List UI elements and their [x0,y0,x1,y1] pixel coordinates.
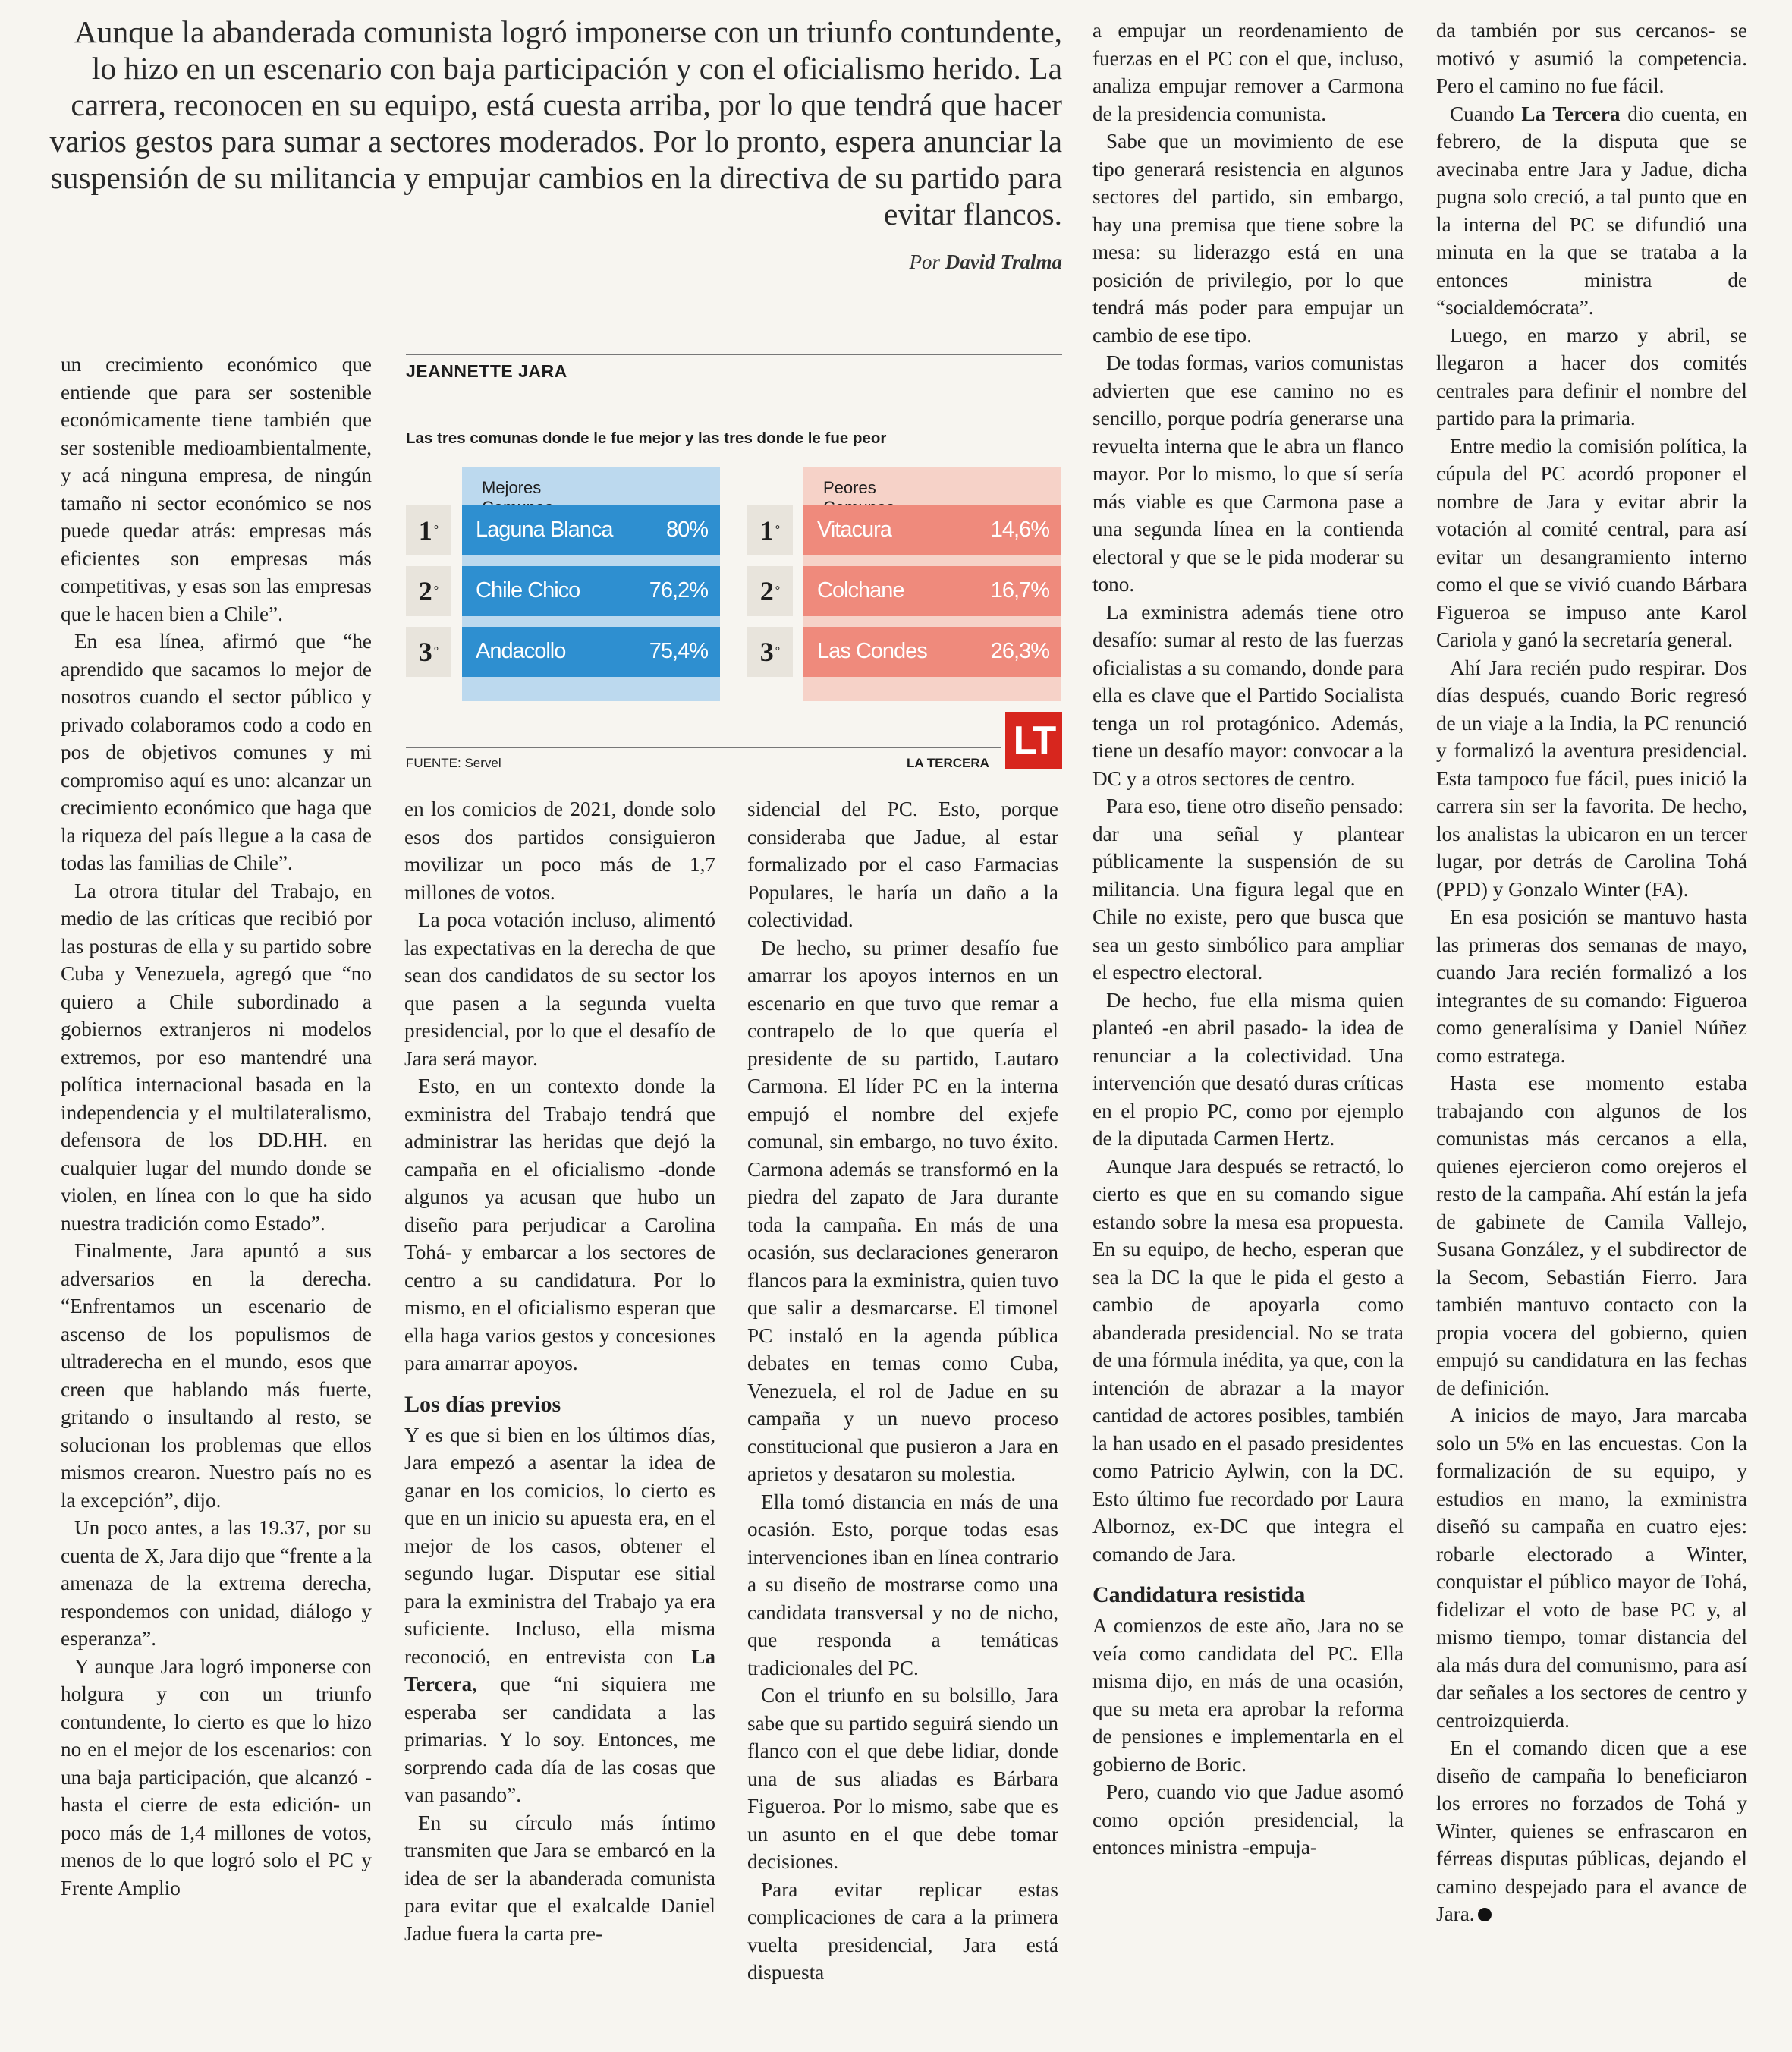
paragraph: Para eso, tiene otro diseño pensado: dar una señal y plantear públicamente la suspensión de su militancia. Una figura legal que en Chile no existe, pero que busca que sea un gesto simbólico para ampliar el espectro electoral. [1092,795,1404,984]
byline-author: David Tralma [945,250,1062,273]
commune-name: Colchane [817,578,904,603]
rank-badge [747,505,793,555]
rank-badge [747,566,793,616]
ordinal-mark: ° [433,524,439,537]
commune-name: Las Condes [817,639,927,663]
paragraph: un crecimiento económico que entiende que para ser sostenible económicamente tiene también que ser sostenible medioambientalmente, y acá ninguna empresa, de ningún tamaño ni sector económico se nos puede quedar atrás: empresas más eficientes son empresas más competitivas, y esas son las empresas que le hacen bien a Chile”. [61,353,372,625]
paragraph: Un poco antes, a las 19.37, por su cuenta de X, Jara dijo que “frente a la amenaza de la extrema derecha, respondemos con unidad, diálogo y esperanza”. [61,1516,372,1650]
rank-number: 1 [759,515,774,546]
newspaper-name: La Tercera [1521,102,1621,125]
commune-row [747,627,1061,677]
paragraph: A comienzos de este año, Jara no se veía como candidata del PC. Ella misma dijo, en más de una ocasión, que su meta era aprobar la reforma de pensiones e implementarla en el gobierno de Boric. [1092,1614,1404,1776]
commune-percentage: 16,7% [990,578,1049,603]
column-1 [61,351,372,1902]
byline [683,250,1062,274]
commune-row [406,566,720,616]
ordinal-mark: ° [775,524,781,537]
paragraph [404,1421,715,1809]
paragraph-text: Cuando [1450,102,1514,125]
graphic-title: JEANNETTE JARA [406,361,567,381]
paragraph: en los comicios de 2021, donde solo esos dos partidos consiguieron movilizar un poco más de 1,7 millones de votos. [404,798,715,904]
graphic-bottom-rule [406,747,1001,748]
commune-name: Laguna Blanca [476,518,613,542]
worst-panel-heading: Peores [823,478,876,497]
column-2 [404,795,715,1947]
paragraph: En esa posición se mantuvo hasta las primeras dos semanas de mayo, cuando Jara recién formalizó a los integrantes de su comando: Figueroa como generalísima y Daniel Núñez como estratega. [1436,905,1747,1067]
paragraph: Finalmente, Jara apuntó a sus adversarios en la derecha. “Enfrentamos un escenario de ascenso de los populismos de ultraderecha en el mundo, esos que creen que hablando más fuerte, gritando o insultando al resto, se solucionan los problemas que ellos mismos crearon. Nuestro país no es la excepción”, dijo. [61,1239,372,1512]
paragraph: Ella tomó distancia en más de una ocasión. Esto, porque todas esas intervenciones iban en línea contrario a su diseño de mostrarse como una candidata transversal y no de nicho, que responda a temáticas tradicionales del PC. [747,1490,1058,1679]
paragraph-text: , que “ni siquiera me esperaba ser candidata a las primarias. Y lo soy. Entonces, me sorprendo cada día de las cosas que van pasando”. [404,1673,715,1806]
paragraph-text: Y es que si bien en los últimos días, Jara empezó a asentar la idea de ganar en los comicios, lo cierto es que en un inicio su apuesta era, en el mejor de los casos, obtener el segundo lugar. Disputar ese sitial para la exministra del Trabajo ya era suficiente. Incluso, ella misma reconoció, en entrevista con [404,1423,715,1668]
commune-percentage: 14,6% [990,518,1049,542]
paragraph: Luego, en marzo y abril, se llegaron a hacer dos comités centrales para definir el nombre del partido para la primaria. [1436,323,1747,430]
paragraph: Entre medio la comisión política, la cúpula del PC acordó proponer el nombre de Jara y evitar abrir la votación al comité central, para así evitar un desangramiento interno como el que se vivió cuando Bárbara Figueroa se impuso ante Karol Cariola y ganó la secretaría general. [1436,434,1747,651]
ordinal-mark: ° [775,584,781,597]
paragraph: La poca votación incluso, alimentó las expectativas en la derecha de que sean dos candidatos de su sector los que pasen a la segunda vuelta presidencial, por lo que el desafío de Jara será mayor. [404,908,715,1070]
paragraph: A inicios de mayo, Jara marcaba solo un 5% en las encuestas. Con la formalización de su equipo, y estudios en mano, la exministra diseñó su campaña en cuatro ejes: robarle electorado a Winter, conquistar el público mayor de Tohá, fidelizar el voto de base PC y, al mismo tiempo, tomar distancia del ala más dura del comunismo, para así dar señales a los sectores de centro y centroizquierda. [1436,1404,1747,1732]
commune-bar [462,566,720,616]
section-heading: Candidatura resistida [1092,1582,1306,1607]
article-deck: Aunque la abanderada comunista logró imponerse con un triunfo contundente, lo hizo en un escenario con baja participación y con el oficialismo herido. La carrera, reconocen en su equipo, está cuesta arriba, por lo que tendrá que hacer varios gestos para sumar a sectores moderados. Por lo pronto, espera anunciar la suspensión de su militancia y empujar cambios en la directiva de su partido para evitar flancos. [49,14,1062,231]
section-heading: Los días previos [404,1391,561,1417]
graphic-subtitle: Las tres comunas donde le fue mejor y las tres donde le fue peor [406,430,887,447]
paragraph: Esto, en un contexto donde la exministra del Trabajo tendrá que administrar las heridas que dejó la campaña en el oficialismo -donde algunos ya acusan que hubo un diseño para perjudicar a Carolina Tohá- y embarcar a los sectores de centro a su candidatura. Por lo mismo, en el oficialismo esperan que ella haga varios gestos y concesiones para amarrar apoyos. [404,1075,715,1374]
graphic-source: FUENTE: Servel [406,756,501,770]
paragraph: Pero, cuando vio que Jadue asomó como opción presidencial, la entonces ministra -empuja- [1092,1780,1404,1858]
paragraph: Para evitar replicar estas complicaciones de cara a la primera vuelta presidencial, Jara está dispuesta [747,1877,1058,1984]
commune-row [747,566,1061,616]
paragraph [1436,100,1747,322]
paragraph: En su círculo más íntimo transmiten que Jara se embarcó en la idea de ser la abanderada comunista para evitar que el exalcalde Daniel Jadue fuera la carta pre- [404,1811,715,1945]
paragraph: La otrora titular del Trabajo, en medio de las críticas que recibió por las posturas de ella y su partido sobre Cuba y Venezuela, agregó que “no quiero a Chile subordinado a gobiernos extranjeros ni modelos extremos, por eso mantendré una política internacional basada en la independencia y el multilateralismo, defensora de los DD.HH. en cualquier lugar del mundo donde se violen, en línea con lo que ha sido nuestra tradición como Estado”. [61,879,372,1235]
paragraph: Ahí Jara recién pudo respirar. Dos días después, cuando Boric regresó de un viaje a la India, la PC renunció y formalizó la aventura presidencial. Esta tampoco fue fácil, pues inició la carrera sin ser la favorita. De hecho, los analistas la ubicaron en un tercer lugar, por detrás de Carolina Tohá (PPD) y Gonzalo Winter (FA). [1436,656,1747,901]
paragraph: da también por sus cercanos- se motivó y asumió la competencia. Pero el camino no fue fácil. [1436,19,1747,97]
commune-percentage: 75,4% [649,639,708,663]
paragraph: En esa línea, afirmó que “he aprendido que sacamos lo mejor de nosotros cuando el sector público y privado colaboramos codo a codo en pos de objetivos comunes y mi compromiso aquí es uno: alcanzar un crecimiento económico que haga que la riqueza del país llegue a la casa de todas las familias de Chile”. [61,630,372,874]
commune-percentage: 26,3% [990,639,1049,663]
paragraph-text: En el comando dicen que a ese diseño de campaña lo beneficiaron los errores no forzados de Tohá y Winter, quienes se enfrascaron en férreas disputas públicas, dejando el camino despejado para el avance de Jara. [1436,1736,1747,1925]
results-graphic [406,354,1062,779]
commune-name: Andacollo [476,639,566,663]
rank-badge [406,505,451,555]
commune-name: Chile Chico [476,578,580,603]
paragraph: a empujar un reordenamiento de fuerzas en el PC con el que, incluso, analiza empujar remover a Carmona de la presidencia comunista. [1092,19,1404,125]
commune-row [406,505,720,555]
commune-bar [803,505,1061,555]
end-of-article-dot [1478,1908,1492,1921]
rank-number: 1 [418,515,432,546]
rank-badge [406,627,451,677]
paragraph: sidencial del PC. Esto, porque consideraba que Jadue, al estar formalizado por el caso Farmacias Populares, le haría un daño a la colectividad. [747,798,1058,931]
commune-bar [803,627,1061,677]
rank-number: 3 [418,637,432,667]
graphic-top-rule [406,354,1062,355]
commune-percentage: 80% [665,518,708,542]
graphic-brand: LA TERCERA [907,756,989,770]
la-tercera-logo: LT [1005,712,1062,769]
paragraph: De hecho, fue ella misma quien planteó -en abril pasado- la idea de renunciar a la colectividad. Una intervención que desató duras críticas en el propio PC, como por ejemplo de la diputada Carmen Hertz. [1092,988,1404,1150]
commune-name: Vitacura [817,518,891,542]
commune-bar [803,566,1061,616]
commune-row [747,505,1061,555]
commune-bar [462,505,720,555]
commune-row [406,627,720,677]
column-5 [1436,17,1747,1928]
paragraph: Con el triunfo en su bolsillo, Jara sabe que su partido seguirá siendo un flanco con el que debe lidiar, donde una de sus aliadas es Bárbara Figueroa. Por lo mismo, sabe que es un asunto en el que debe tomar decisiones. [747,1684,1058,1873]
newspaper-name: La Tercera [404,1644,715,1695]
column-3 [747,795,1058,1987]
paragraph [1436,1734,1747,1928]
paragraph: De todas formas, varios comunistas advierten que ese camino no es sencillo, porque podría generarse una revuelta interna que le abra un flanco mayor. Por lo mismo, lo que sí sería más viable es que Carmona pase a una segunda línea en la contienda electoral y que se le pida moderar su tono. [1092,351,1404,596]
ordinal-mark: ° [433,584,439,597]
ordinal-mark: ° [775,645,781,658]
paragraph: Hasta ese momento estaba trabajando con algunos de los comunistas más cercanos a ella, quienes ejercieron como orejeros el resto de la campaña. Ahí están la jefa de gabinete de Camila Vallejo, Susana González, y el subdirector de la Secom, Sebastián Fierro. Jara también mantuvo contacto con la propia vocera del gobierno, quien empujó su candidatura en las fechas de definición. [1436,1072,1747,1399]
rank-badge [747,627,793,677]
paragraph: De hecho, su primer desafío fue amarrar los apoyos internos en un escenario en que tuvo que remar a contrapelo de lo que quería el presidente de su partido, Lautaro Carmona. El líder PC en la interna empujó el nombre del exjefe comunal, sin embargo, no tuvo éxito. Carmona además se transformó en la piedra del zapato de Jara durante toda la campaña. En más de una ocasión, sus declaraciones generaron flancos para la exministra, quien tuvo que salir a desmarcarse. El timonel PC instaló en la agenda pública debates en temas como Cuba, Venezuela, el rol de Jadue en su campaña y un nuevo proceso constitucional que pusieron a Jara en aprietos y desataron su molestia. [747,936,1058,1485]
paragraph: Aunque Jara después se retractó, lo cierto es que en su comando sigue estando sobre la mesa esa propuesta. En su equipo, de hecho, esperan que sea la DC la que le pida el gesto a cambio de apoyarla como abanderada presidencial. No se trata de una fórmula inédita, ya que, con la intención de abrazar a la mayor cantidad de actores posibles, también la han usado en el pasado presidentes como Patricio Aylwin, con la DC. Esto último fue recordado por Laura Albornoz, ex-DC que integra el comando de Jara. [1092,1154,1404,1566]
commune-bar [462,627,720,677]
commune-percentage: 76,2% [649,578,708,603]
ordinal-mark: ° [433,645,439,658]
best-panel-heading: Mejores [482,478,542,497]
rank-number: 3 [759,637,774,667]
rank-number: 2 [418,576,432,606]
rank-number: 2 [759,576,774,606]
paragraph-text: dio cuenta, en febrero, de la disputa que se avecinaba entre Jara y Jadue, dicha pugna solo creció, a tal punto que en la interna del PC se difundió una minuta en la que se trataba a la entonces ministra de “socialdemócrata”. [1436,102,1748,319]
rank-badge [406,566,451,616]
paragraph: La exministra además tiene otro desafío: sumar al resto de las fuerzas oficialistas a su comando, donde para ella es clave que el Partido Socialista tenga un rol protagónico. Además, tiene un desafío mayor: convocar a la DC y a otros sectores de centro. [1092,600,1404,790]
paragraph: Sabe que un movimiento de ese tipo generará resistencia en algunos sectores del partido, sin embargo, hay una premisa que tiene sobre la mesa: su liderazgo está en una posición de privilegio, por lo que tendrá más poder para empujar un cambio de ese tipo. [1092,130,1404,347]
byline-prefix: Por [909,250,940,273]
column-4 [1092,17,1404,1862]
paragraph: Y aunque Jara logró imponerse con holgura y con un triunfo contundente, lo cierto es que lo hizo no en el mejor de los escenarios: con una baja participación, que alcanzó -hasta el cierre de esta edición- un poco más de 1,4 millones de votos, menos de lo que logró solo el PC y Frente Amplio [61,1654,372,1899]
